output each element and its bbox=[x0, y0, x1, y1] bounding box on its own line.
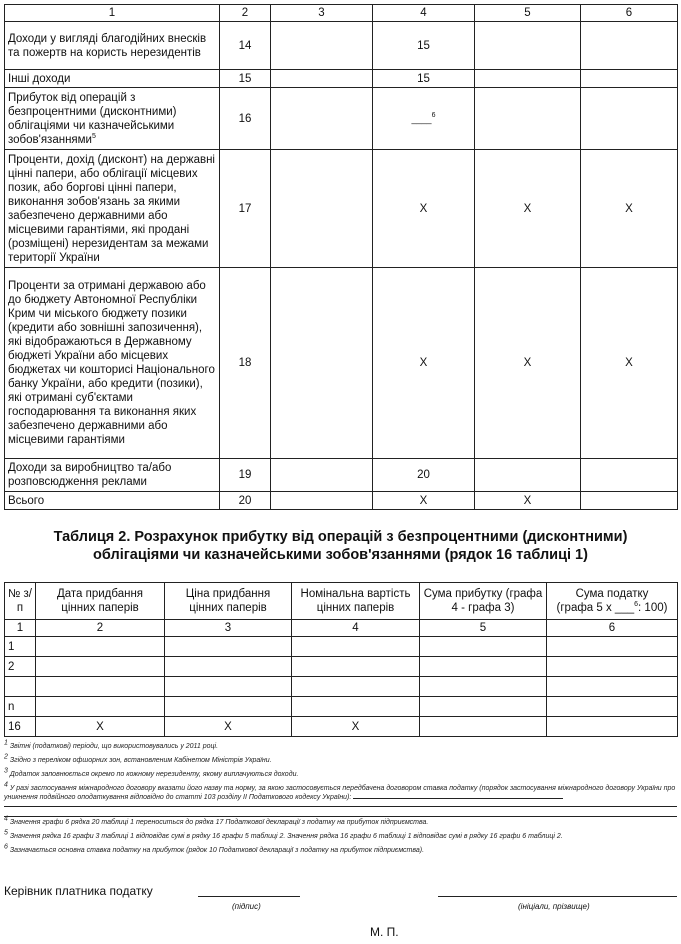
row-col6 bbox=[581, 459, 678, 492]
title-line-2: облігаціями чи казначейськими зобов'язаннями (рядок 16 таблиці 1) bbox=[93, 547, 588, 563]
fill-in-line[interactable] bbox=[4, 806, 677, 807]
cell bbox=[292, 677, 420, 697]
row-name: Доходи за виробництво та/або розповсюдження реклами bbox=[5, 459, 220, 492]
table-row bbox=[5, 88, 678, 150]
footnote bbox=[4, 843, 677, 855]
row-col6: X bbox=[581, 150, 678, 268]
row-col5: X bbox=[475, 492, 581, 510]
cell bbox=[547, 657, 678, 677]
row-num: 1 bbox=[5, 637, 36, 657]
table-row bbox=[5, 657, 678, 677]
table-row bbox=[5, 150, 678, 268]
cell bbox=[36, 677, 165, 697]
cell bbox=[547, 637, 678, 657]
row-col4: X bbox=[373, 492, 475, 510]
signature-line[interactable] bbox=[198, 896, 300, 897]
table-row bbox=[5, 717, 678, 737]
header-tax-formula-end: : 100) bbox=[638, 602, 668, 614]
table-2 bbox=[4, 582, 678, 737]
row-col3 bbox=[271, 70, 373, 88]
fill-in-line[interactable] bbox=[353, 798, 563, 799]
row-col3 bbox=[271, 150, 373, 268]
footnote-divider bbox=[4, 816, 677, 817]
table-row bbox=[5, 697, 678, 717]
footnote-mark: 5 bbox=[91, 132, 96, 140]
cell bbox=[420, 697, 547, 717]
title-line-1: Таблиця 2. Розрахунок прибутку від операцій з безпроцентними (дисконтними) bbox=[53, 529, 628, 545]
row-col3 bbox=[271, 459, 373, 492]
name-caption: (ініціали, прізвище) bbox=[518, 902, 590, 911]
table-row bbox=[5, 22, 678, 70]
footnote-mark: 5 bbox=[4, 829, 8, 837]
row-code: 19 bbox=[220, 459, 271, 492]
cell bbox=[165, 657, 292, 677]
row-code: 16 bbox=[220, 88, 271, 150]
row-code: 14 bbox=[220, 22, 271, 70]
table-row bbox=[5, 70, 678, 88]
name-line[interactable] bbox=[438, 896, 677, 897]
row-code: 20 bbox=[220, 492, 271, 510]
footnote-text: Значення рядка 16 графи 3 таблиці 1 відповідає сумі в рядку 16 графи 5 таблиці 2. Значення рядка 16 графи 6 таблиці 1 відповідає сумі в рядку 16 графи 6 таблиці 2. bbox=[9, 833, 563, 840]
row-name: Інші доходи bbox=[5, 70, 220, 88]
t2-col-number: 5 bbox=[420, 620, 547, 637]
footnote-mark: 4 bbox=[4, 815, 8, 823]
cell: X bbox=[36, 717, 165, 737]
cell: X bbox=[292, 717, 420, 737]
row-col5 bbox=[475, 70, 581, 88]
row-col6: X bbox=[581, 268, 678, 459]
row-name: Доходи у вигляді благодійних внесків та пожертв на користь нерезидентів bbox=[5, 22, 220, 70]
header-date: Дата придбання цінних паперів bbox=[36, 583, 165, 620]
t2-col-number: 2 bbox=[36, 620, 165, 637]
footnote-mark: 2 bbox=[4, 753, 8, 761]
cell bbox=[420, 637, 547, 657]
row-col3 bbox=[271, 22, 373, 70]
cell bbox=[165, 637, 292, 657]
row-num: 2 bbox=[5, 657, 36, 677]
row-num: 16 bbox=[5, 717, 36, 737]
row-name: Всього bbox=[5, 492, 220, 510]
t1-col-number: 4 bbox=[373, 5, 475, 22]
row-col3 bbox=[271, 492, 373, 510]
table-2-header-row bbox=[5, 583, 678, 620]
footnote-text: Додаток заповнюється окремо по кожному нерезиденту, якому виплачуються доходи. bbox=[9, 771, 299, 778]
row-col5: X bbox=[475, 268, 581, 459]
row-col4: 20 bbox=[373, 459, 475, 492]
header-nominal: Номінальна вартість цінних паперів bbox=[292, 583, 420, 620]
footnote-divider bbox=[4, 736, 677, 737]
cell bbox=[36, 637, 165, 657]
cell bbox=[420, 657, 547, 677]
footnote-text: Значення графи 6 рядка 20 таблиці 1 переноситься до рядка 17 Податкової декларації з податку на прибуток підприємства. bbox=[9, 819, 429, 826]
table-1 bbox=[4, 4, 678, 510]
header-tax bbox=[547, 583, 678, 620]
cell bbox=[420, 677, 547, 697]
header-tax-formula: (графа 5 х ___ bbox=[556, 602, 635, 614]
row-col6 bbox=[581, 492, 678, 510]
row-code: 15 bbox=[220, 70, 271, 88]
footnote-mark: 4 bbox=[4, 781, 8, 789]
cell bbox=[292, 657, 420, 677]
row-col5 bbox=[475, 459, 581, 492]
cell bbox=[165, 697, 292, 717]
table-row bbox=[5, 268, 678, 459]
row-col4 bbox=[373, 88, 475, 150]
row-col4: 15 bbox=[373, 70, 475, 88]
footnote-text: У разі застосування міжнародного договору вказати його назву та норму, за якою застосовується передбачена договором ставка податку (порядок застосування міжнародного договору України про уникнення подвійного оподаткування відповідно до статті 103 розділу ІІ Податкового кодексу України): bbox=[4, 785, 676, 801]
row-name bbox=[5, 88, 220, 150]
row-col4: X bbox=[373, 268, 475, 459]
row-col5: X bbox=[475, 150, 581, 268]
cell bbox=[547, 717, 678, 737]
footnote-text: Зазначається основна ставка податку на прибуток (рядок 10 Податкової декларації з податку на прибуток підприємства). bbox=[9, 847, 425, 854]
t2-col-number: 4 bbox=[292, 620, 420, 637]
footnote bbox=[4, 739, 677, 751]
table-row bbox=[5, 459, 678, 492]
row-col5 bbox=[475, 22, 581, 70]
header-num: № з/п bbox=[5, 583, 36, 620]
cell bbox=[420, 717, 547, 737]
row-col6 bbox=[581, 70, 678, 88]
table-2-title bbox=[0, 528, 681, 564]
row-code: 17 bbox=[220, 150, 271, 268]
t1-col-number: 3 bbox=[271, 5, 373, 22]
footnote bbox=[4, 815, 677, 827]
table-1-header-row bbox=[5, 5, 678, 22]
footnote-mark: 6 bbox=[4, 843, 8, 851]
t2-col-number: 6 bbox=[547, 620, 678, 637]
cell bbox=[547, 697, 678, 717]
cell bbox=[292, 637, 420, 657]
footnote-text: Згідно з переліком офшорних зон, встановленим Кабінетом Міністрів України. bbox=[9, 757, 272, 764]
row-col3 bbox=[271, 268, 373, 459]
cell: X bbox=[165, 717, 292, 737]
header-profit: Сума прибутку (графа 4 - графа 3) bbox=[420, 583, 547, 620]
header-price: Ціна придбання цінних паперів bbox=[165, 583, 292, 620]
row-name: Проценти за отримані державою або до бюджету Автономної Республіки Крим чи міського бюджету позики (кредити або зовнішні запозичення), які відображаються в Державному бюджеті України або місцевих бюджетах чи кошториcі Національного банку України, або кредити (позики), які отримані суб'єктами господарювання та виконання яких забезпечено державними або місцевими гарантіями bbox=[5, 268, 220, 459]
t1-col-number: 5 bbox=[475, 5, 581, 22]
row-col4: 15 bbox=[373, 22, 475, 70]
row-col6 bbox=[581, 88, 678, 150]
cell bbox=[547, 677, 678, 697]
stamp-label: М. П. bbox=[370, 925, 399, 939]
footnote bbox=[4, 753, 677, 765]
t1-col-number: 6 bbox=[581, 5, 678, 22]
footnote-mark: 1 bbox=[4, 739, 8, 747]
footnote-mark: 6 bbox=[431, 111, 436, 119]
row-num: n bbox=[5, 697, 36, 717]
signature-caption: (підпис) bbox=[232, 902, 261, 911]
table-row bbox=[5, 677, 678, 697]
t2-col-number: 3 bbox=[165, 620, 292, 637]
header-tax-label: Сума податку bbox=[575, 588, 649, 600]
table-row-total bbox=[5, 492, 678, 510]
t1-col-number: 2 bbox=[220, 5, 271, 22]
row-num bbox=[5, 677, 36, 697]
signer-label: Керівник платника податку bbox=[4, 884, 153, 898]
cell bbox=[292, 697, 420, 717]
row-col5 bbox=[475, 88, 581, 150]
cell bbox=[165, 677, 292, 697]
t1-col-number: 1 bbox=[5, 5, 220, 22]
row-name-text: Прибуток від операцій з безпроцентними (дисконтними) облігаціями чи казначейськими зобов'язаннями bbox=[8, 91, 177, 146]
footnote bbox=[4, 829, 677, 841]
footnote-text: Звітні (податкові) періоди, що використовувались у 2011 році. bbox=[9, 743, 219, 750]
table-2-col-numbers bbox=[5, 620, 678, 637]
blank-line: ____ bbox=[411, 113, 432, 124]
footnote bbox=[4, 781, 677, 802]
table-row bbox=[5, 637, 678, 657]
footnote bbox=[4, 767, 677, 779]
cell bbox=[36, 657, 165, 677]
t2-col-number: 1 bbox=[5, 620, 36, 637]
row-code: 18 bbox=[220, 268, 271, 459]
footnote-mark: 6 bbox=[634, 601, 639, 609]
row-col3 bbox=[271, 88, 373, 150]
cell bbox=[36, 697, 165, 717]
footnote-mark: 3 bbox=[4, 767, 8, 775]
row-col6 bbox=[581, 22, 678, 70]
row-name: Проценти, дохід (дисконт) на державні цінні папери, або облігації місцевих позик, або боргові цінні папери, виконання зобов'язань за якими забезпечено державними або місцевими гарантіями, які продані (розміщені) нерезидентам за межами території України bbox=[5, 150, 220, 268]
row-col4: X bbox=[373, 150, 475, 268]
